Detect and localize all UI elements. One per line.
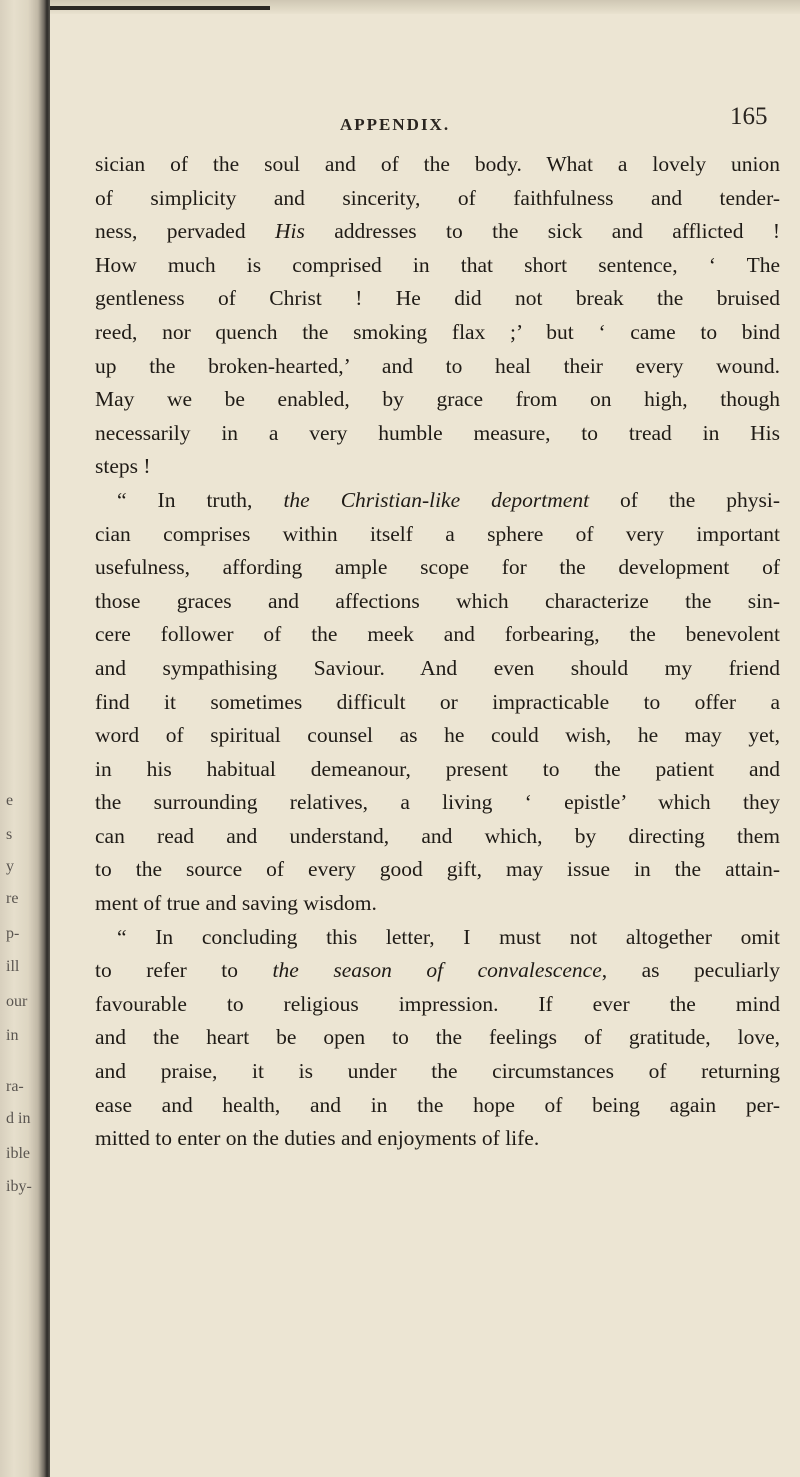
margin-bleed-text: d in <box>6 1110 31 1127</box>
text-line: gentleness of Christ ! He did not break the bruised <box>95 286 780 311</box>
text-line: the surrounding relatives, a living ‘ epistle’ which they <box>95 790 780 815</box>
margin-bleed-text: iby- <box>6 1178 32 1195</box>
text-line: necessarily in a very humble measure, to tread in His <box>95 420 780 445</box>
text-line: of simplicity and sincerity, of faithfulness and tender- <box>95 185 780 210</box>
text-line: sician of the soul and of the body. What a lovely union <box>95 152 780 176</box>
italic-emphasis: His <box>274 219 305 244</box>
margin-bleed-text: ible <box>6 1145 30 1162</box>
margin-bleed-text: our <box>6 993 28 1010</box>
text-line: “ In truth, the Christian-like deportment of the physi- <box>117 487 780 512</box>
text-line: to the source of every good gift, may issue in the attain- <box>95 857 780 882</box>
italic-emphasis: the season of convalescence <box>272 958 602 983</box>
text-line: May we be enabled, by grace from on high, though <box>95 387 780 412</box>
text-line: How much is comprised in that short sentence, ‘ The <box>95 252 780 277</box>
margin-bleed-text: ill <box>6 958 20 975</box>
text-line: in his habitual demeanour, present to the patient and <box>95 756 780 781</box>
text-line: find it sometimes difficult or impracticable to offer a <box>95 689 780 714</box>
margin-bleed-text: ra- <box>6 1078 24 1095</box>
margin-bleed-text: s <box>6 826 13 843</box>
text-line: usefulness, affording ample scope for the development of <box>95 555 780 580</box>
text-line: steps ! <box>95 454 151 479</box>
text-line: reed, nor quench the smoking flax ;’ but ‘ came to bind <box>95 319 780 344</box>
binding-gutter <box>0 0 50 1477</box>
text-line: can read and understand, and which, by directing them <box>95 823 780 848</box>
text-line: and sympathising Saviour. And even should my friend <box>95 655 780 680</box>
text-line: cere follower of the meek and forbearing, the benevolent <box>95 622 780 647</box>
text-line: word of spiritual counsel as he could wish, he may yet, <box>95 723 780 748</box>
text-line: cian comprises within itself a sphere of very important <box>95 521 780 546</box>
page-number: 165 <box>730 103 768 130</box>
running-head: APPENDIX. <box>340 115 451 134</box>
text-line: and praise, it is under the circumstances of returning <box>95 1059 780 1084</box>
text-line: up the broken-hearted,’ and to heal their every wound. <box>95 353 780 378</box>
margin-bleed-text: e <box>6 792 14 809</box>
text-line: those graces and affections which characterize the sin- <box>95 588 780 613</box>
text-line: to refer to the season of convalescence, as peculiarly <box>95 958 780 983</box>
margin-bleed-text: re <box>6 890 19 907</box>
text-line: and the heart be open to the feelings of gratitude, love, <box>95 1025 780 1050</box>
margin-bleed-text: y <box>6 858 14 875</box>
text-line: favourable to religious impression. If ever the mind <box>95 991 780 1016</box>
margin-bleed-text: p- <box>6 925 20 942</box>
text-line: ness, pervaded His addresses to the sick and afflicted ! <box>95 219 780 244</box>
text-line: “ In concluding this letter, I must not altogether omit <box>117 924 780 949</box>
text-line: mitted to enter on the duties and enjoyments of life. <box>95 1126 540 1151</box>
margin-bleed-text: in <box>6 1027 19 1044</box>
text-line: ease and health, and in the hope of being again per- <box>95 1092 780 1117</box>
text-line: ment of true and saving wisdom. <box>95 891 377 916</box>
italic-emphasis: the Christian-like deportment <box>283 487 590 512</box>
body-text <box>95 148 780 1156</box>
